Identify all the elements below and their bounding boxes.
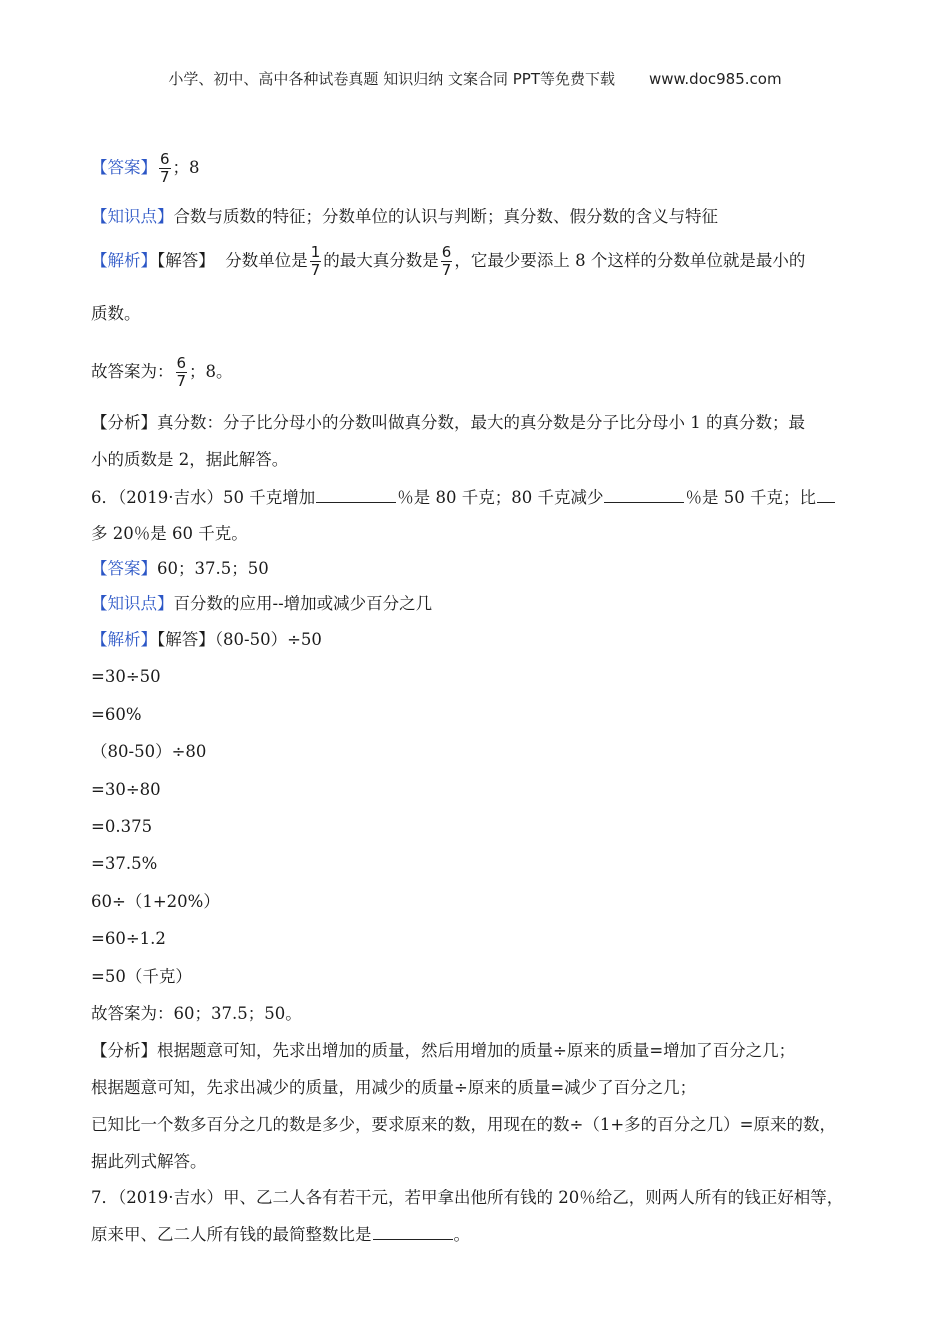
q6-analysis-cont: 根据题意可知，先求出减少的质量，用减少的质量÷原来的质量=减少了百分之几； [91, 1078, 697, 1097]
q6-analysis-cont: 据此列式解答。 [91, 1152, 207, 1171]
calc-step: =37.5% [91, 854, 158, 873]
answer-blank[interactable] [316, 488, 396, 503]
q5-answer: 【答案】 $\frac{6}{7}$ ；8 [91, 150, 200, 186]
fraction: $\frac{1}{7}$ [310, 243, 321, 279]
answer-blank[interactable] [373, 1225, 453, 1240]
header-text: 小学、初中、高中各种试卷真题 知识归纳 文案合同 PPT等免费下载 [168, 70, 615, 88]
answer-blank[interactable] [817, 488, 835, 503]
q6-final: 故答案为：60；37.5；50。 [91, 1004, 302, 1023]
calc-step: （80-50）÷80 [91, 742, 207, 761]
q5-explain: 【解析】【解答】 分数单位是 $\frac{1}{7}$ 的最大真分数是 $\frac{6}{7}$ ，它最少要添上 8 个这样的分数单位就是最小的 [91, 243, 806, 279]
answer-blank[interactable] [604, 488, 684, 503]
calc-step: =60÷1.2 [91, 929, 166, 948]
q5-final: 故答案为： $\frac{6}{7}$ ；8。 [91, 354, 233, 390]
q7-stem-cont: 原来甲、乙二人所有钱的最简整数比是 。 [91, 1225, 470, 1244]
q5-knowledge: 【知识点】合数与质数的特征；分数单位的认识与判断；真分数、假分数的含义与特征 [91, 207, 718, 226]
q5-analysis-cont: 小的质数是 2，据此解答。 [91, 450, 289, 469]
explain-tag: 【解析】 [91, 251, 157, 270]
q6-analysis-cont: 已知比一个数多百分之几的数是多少，要求原来的数，用现在的数÷（1+多的百分之几）=原来的数， [91, 1115, 836, 1134]
page-header [0, 68, 950, 89]
analysis-tag: 【分析】 [91, 413, 157, 432]
q7-stem: 7．（2019·吉水）甲、乙二人各有若干元，若甲拿出他所有钱的 20％给乙，则两人所有的钱正好相等， [91, 1188, 844, 1207]
calc-step: =60% [91, 705, 142, 724]
fraction: $\frac{6}{7}$ [441, 243, 452, 279]
solve-tag: 【解答】 [157, 251, 215, 270]
fraction: $\frac{6}{7}$ [176, 354, 187, 390]
answer-tag: 【答案】 [91, 559, 157, 578]
fraction: $\frac{6}{7}$ [160, 150, 170, 186]
q6-stem-cont: 多 20％是 60 千克。 [91, 524, 248, 543]
calc-step: =50（千克） [91, 967, 192, 986]
q6-stem: 6．（2019·吉水）50 千克增加 ％是 80 千克；80 千克减少 ％是 50 千克；比 [91, 487, 836, 509]
q6-explain: 【解析】【解答】（80-50）÷50 [91, 630, 322, 649]
answer-tag: 【答案】 [91, 158, 157, 177]
knowledge-tag: 【知识点】 [91, 594, 174, 613]
q6-answer: 【答案】60；37.5；50 [91, 559, 269, 578]
knowledge-tag: 【知识点】 [91, 207, 174, 226]
solve-tag: 【解答】 [157, 630, 215, 649]
calc-step: =30÷50 [91, 667, 161, 686]
calc-step: =0.375 [91, 817, 153, 836]
q6-analysis: 【分析】根据题意可知，先求出增加的质量，然后用增加的质量÷原来的质量=增加了百分之几； [91, 1041, 796, 1060]
explain-tag: 【解析】 [91, 630, 157, 649]
header-site: www.doc985.com [648, 70, 782, 88]
calc-step: =30÷80 [91, 780, 161, 799]
analysis-tag: 【分析】 [91, 1041, 157, 1060]
q5-explain-cont: 质数。 [91, 304, 141, 323]
q5-analysis: 【分析】真分数：分子比分母小的分数叫做真分数，最大的真分数是分子比分母小 1 的真分数；最 [91, 413, 805, 432]
q6-knowledge: 【知识点】百分数的应用--增加或减少百分之几 [91, 594, 433, 613]
calc-step: 60÷（1+20%） [91, 892, 220, 911]
